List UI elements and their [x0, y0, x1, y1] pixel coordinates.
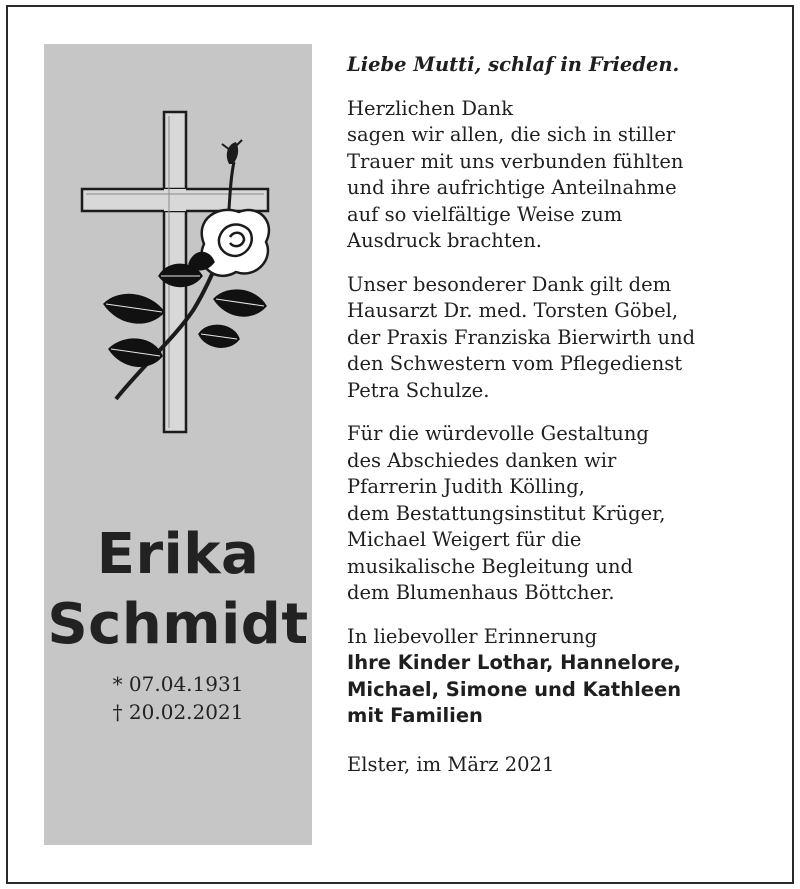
family-line: Michael, Simone und Kathleen	[347, 677, 682, 701]
text-line: den Schwestern vom Pflegedienst	[347, 352, 683, 375]
text-line: des Abschiedes danken wir	[347, 448, 617, 472]
text-line: Für die würdevolle Gestaltung	[347, 422, 649, 445]
cross-with-rose-icon	[44, 44, 312, 444]
place-date: Elster, im März 2021	[347, 752, 555, 776]
thanks-paragraph	[347, 96, 767, 255]
memorial-panel	[44, 44, 312, 845]
text-line: musikalische Begleitung und	[347, 554, 634, 578]
text-line: auf so vielfältige Weise zum	[347, 202, 623, 226]
family-line: Ihre Kinder Lothar, Hannelore,	[347, 651, 681, 674]
special-thanks-paragraph	[347, 272, 767, 405]
signoff-intro: In liebevoller Erinnerung	[347, 624, 598, 648]
text-line: Michael Weigert für die	[347, 528, 582, 551]
text-line: Pfarrerin Judith Kölling,	[347, 475, 585, 498]
first-name: Erika	[96, 522, 260, 587]
notice-text	[347, 52, 767, 778]
text-line: Herzlichen Dank	[347, 96, 514, 120]
text-line: dem Bestattungsinstitut Krüger,	[347, 501, 666, 525]
text-line: Trauer mit uns verbunden fühlten	[347, 149, 684, 173]
heading: Liebe Mutti, schlaf in Frieden.	[347, 53, 680, 76]
text-line: Ausdruck brachten.	[347, 229, 542, 252]
text-line: Petra Schulze.	[347, 378, 490, 402]
text-line: Unser besonderer Dank gilt dem	[347, 272, 672, 296]
text-line: sagen wir allen, die sich in stiller	[347, 123, 676, 146]
text-line: der Praxis Franziska Bierwirth und	[347, 325, 696, 349]
family-line: mit Familien	[347, 704, 483, 727]
death-date: † 20.02.2021	[112, 700, 244, 724]
last-name: Schmidt	[47, 592, 309, 657]
text-line: und ihre aufrichtige Anteilnahme	[347, 176, 677, 199]
birth-date: * 07.04.1931	[112, 672, 244, 696]
signoff	[347, 624, 767, 730]
farewell-paragraph	[347, 421, 767, 607]
text-line: Hausarzt Dr. med. Torsten Göbel,	[347, 299, 679, 322]
text-line: dem Blumenhaus Böttcher.	[347, 581, 615, 604]
